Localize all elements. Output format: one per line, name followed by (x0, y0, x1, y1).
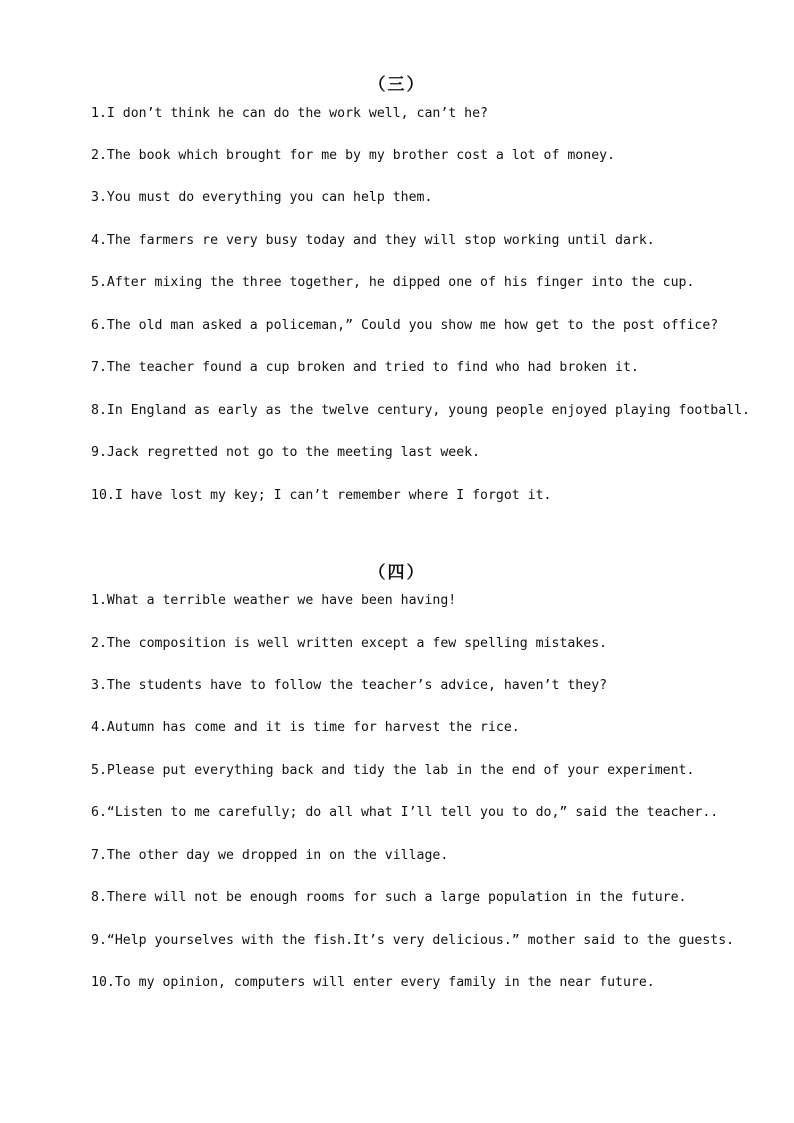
exercise-item: 3.You must do everything you can help them. (91, 190, 433, 205)
exercise-item: 7.The other day we dropped in on the village. (91, 848, 449, 863)
exercise-item: 2.The book which brought for me by my brother cost a lot of money. (91, 148, 616, 163)
exercise-item: 10.To my opinion, computers will enter every family in the near future. (91, 975, 655, 990)
exercise-item: 9.Jack regretted not go to the meeting last week. (91, 445, 481, 460)
exercise-item: 5.After mixing the three together, he dipped one of his finger into the cup. (91, 275, 695, 290)
exercise-item: 2.The composition is well written except a few spelling mistakes. (91, 636, 608, 651)
exercise-item: 1.I don’t think he can do the work well, can’t he? (91, 106, 488, 121)
exercise-item: 5.Please put everything back and tidy the lab in the end of your experiment. (91, 763, 695, 778)
exercise-item: 9.“Help yourselves with the fish.It’s very delicious.” mother said to the guests. (91, 933, 735, 948)
exercise-item: 7.The teacher found a cup broken and tried to find who had broken it. (91, 360, 639, 375)
exercise-item: 3.The students have to follow the teacher’s advice, haven’t they? (91, 678, 608, 693)
exercise-item: 6.The old man asked a policeman,” Could you show me how get to the post office? (91, 318, 719, 333)
section-title-3: （三） (368, 75, 426, 95)
exercise-item: 10.I have lost my key; I can’t remember where I forgot it. (91, 488, 552, 503)
exercise-item: 8.There will not be enough rooms for such a large population in the future. (91, 890, 687, 905)
exercise-item: 4.Autumn has come and it is time for harvest the rice. (91, 720, 520, 735)
section-title-4: （四） (368, 563, 426, 583)
exercise-item: 1.What a terrible weather we have been having! (91, 593, 457, 608)
exercise-item: 4.The farmers re very busy today and they will stop working until dark. (91, 233, 655, 248)
exercise-item: 8.In England as early as the twelve century, young people enjoyed playing football. (91, 403, 750, 418)
exercise-item: 6.“Listen to me carefully; do all what I’ll tell you to do,” said the teacher.. (91, 805, 719, 820)
